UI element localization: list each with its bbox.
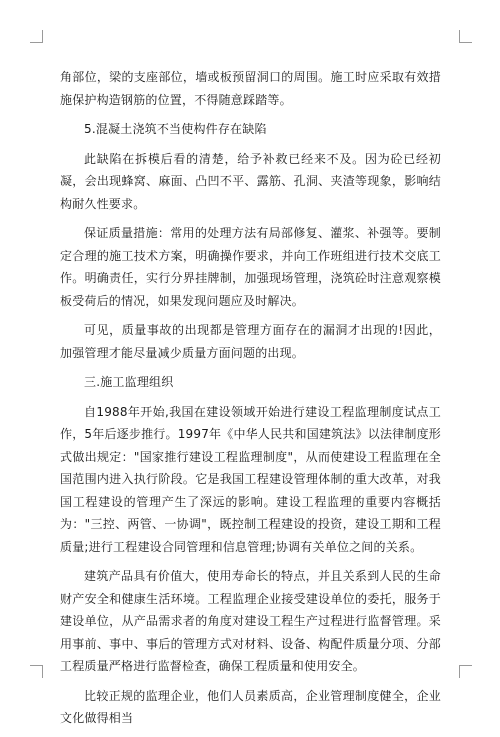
paragraph: 建筑产品具有价值大，使用寿命长的特点，并且关系到人民的生命财产安全和健康生活环境。工程监理企业接受建设单位的委托，服务于建设单位，从产品需求者的角度对建设工程生产过程进行监督管理。采用事前、事中、事后的管理方式对材料、设备、构配件质量分项、分部工程质量严格进行监督检查，确保工程质量和使用安全。	[60, 569, 441, 673]
crop-mark-bottom-right	[459, 665, 472, 678]
paragraph: 可见，质量事故的出现都是管理方面存在的漏洞才出现的!因此，加强管理才能尽量减少质量方面问题的出现。	[60, 323, 441, 360]
paragraph: 此缺陷在拆模后看的清楚，给予补救已经来不及。因为砼已经初凝，会出现蜂窝、麻面、凸凹不平、露筋、孔洞、夹渣等现象，影响结构耐久性要求。	[60, 151, 441, 211]
paragraph: 比较正规的监理企业，他们人员素质高，企业管理制度健全，企业文化做得相当	[60, 688, 441, 725]
document-body	[60, 66, 441, 737]
section-heading: 5.混凝土浇筑不当使构件存在缺陷	[84, 122, 267, 136]
paragraph: 自1988年开始,我国在建设领域开始进行建设工程监理制度试点工作，5年后逐步推行。1997年《中华人民共和国建筑法》以法律制度形式做出规定："国家推行建设工程监理制度"，从而使建设工程监理在全国范围内进入执行阶段。它是我国工程建设管理体制的重大改革，对我国工程建设的管理产生了深远的影响。建设工程监理的重要内容概括为："三控、两管、一协调"，既控制工程建设的投资，建设工期和工程质量;进行工程建设合同管理和信息管理;协调有关单位之间的关系。	[60, 404, 441, 554]
section-heading: 三.施工监理组织	[84, 375, 174, 389]
crop-mark-bottom-left	[30, 665, 43, 678]
crop-mark-top-left	[30, 30, 43, 43]
crop-mark-top-right	[459, 30, 472, 43]
paragraph: 角部位，梁的支座部位，墙或板预留洞口的周围。施工时应采取有效措施保护构造钢筋的位置，不得随意踩踏等。	[60, 70, 441, 107]
paragraph: 保证质量措施：常用的处理方法有局部修复、灌浆、补强等。要制定合理的施工技术方案，明确操作要求，并向工作班组进行技术交底工作。明确责任，实行分界挂牌制，加强现场管理，浇筑砼时注意观察模板受荷后的情况，如果发现问题应及时解决。	[60, 226, 441, 308]
